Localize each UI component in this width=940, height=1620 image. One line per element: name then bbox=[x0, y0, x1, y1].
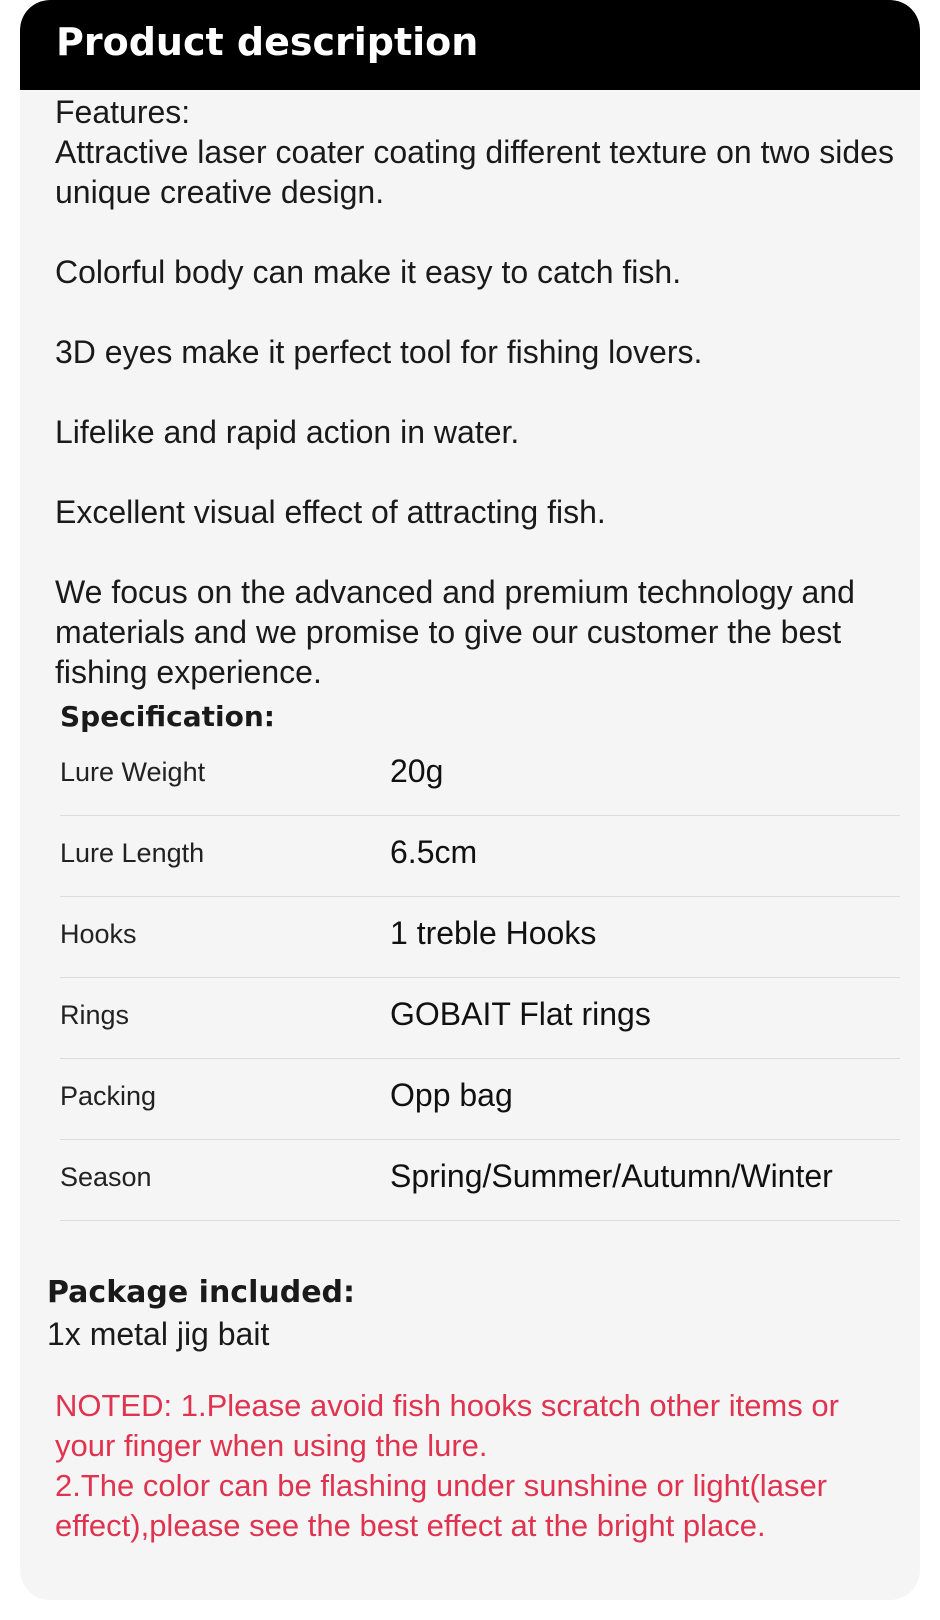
specification-table bbox=[60, 735, 900, 1221]
features-heading: Features: bbox=[55, 94, 191, 130]
feature-item: Attractive laser coater coating different texture on two sides unique creative design. bbox=[55, 134, 894, 210]
specification-title: Specification: bbox=[60, 700, 275, 733]
section-header bbox=[20, 0, 920, 90]
table-row bbox=[60, 978, 900, 1059]
table-row bbox=[60, 735, 900, 816]
spec-value: 6.5cm bbox=[390, 834, 478, 870]
package-title: Package included: bbox=[47, 1275, 356, 1310]
table-row bbox=[60, 816, 900, 897]
warning-note bbox=[55, 1386, 905, 1546]
spec-label: Lure Weight bbox=[60, 757, 206, 787]
note-line: 2.The color can be flashing under sunshine or light(laser effect),please see the best effect at the bright place. bbox=[55, 1468, 828, 1543]
spec-label: Hooks bbox=[60, 919, 137, 949]
feature-item: Excellent visual effect of attracting fish. bbox=[55, 494, 606, 530]
table-row bbox=[60, 897, 900, 978]
package-item: 1x metal jig bait bbox=[47, 1316, 270, 1352]
spec-label: Packing bbox=[60, 1081, 157, 1111]
table-row bbox=[60, 1140, 900, 1221]
feature-item: Colorful body can make it easy to catch fish. bbox=[55, 254, 682, 290]
spec-value: 20g bbox=[390, 753, 444, 789]
spec-label: Rings bbox=[60, 1000, 130, 1030]
spec-label: Lure Length bbox=[60, 838, 205, 868]
feature-item: 3D eyes make it perfect tool for fishing lovers. bbox=[55, 334, 703, 370]
spec-value: GOBAIT Flat rings bbox=[390, 996, 651, 1032]
product-description-card bbox=[20, 0, 920, 1600]
features-section bbox=[55, 92, 900, 692]
note-line: NOTED: 1.Please avoid fish hooks scratch other items or your finger when using the lure. bbox=[55, 1388, 839, 1463]
spec-label: Season bbox=[60, 1162, 152, 1192]
feature-item: We focus on the advanced and premium technology and materials and we promise to give our customer the best fishing experience. bbox=[55, 574, 855, 690]
spec-value: Opp bag bbox=[390, 1077, 513, 1113]
spec-value: Spring/Summer/Autumn/Winter bbox=[390, 1158, 833, 1194]
section-title: Product description bbox=[56, 20, 479, 64]
spec-value: 1 treble Hooks bbox=[390, 915, 597, 951]
feature-item: Lifelike and rapid action in water. bbox=[55, 414, 520, 450]
table-row bbox=[60, 1059, 900, 1140]
